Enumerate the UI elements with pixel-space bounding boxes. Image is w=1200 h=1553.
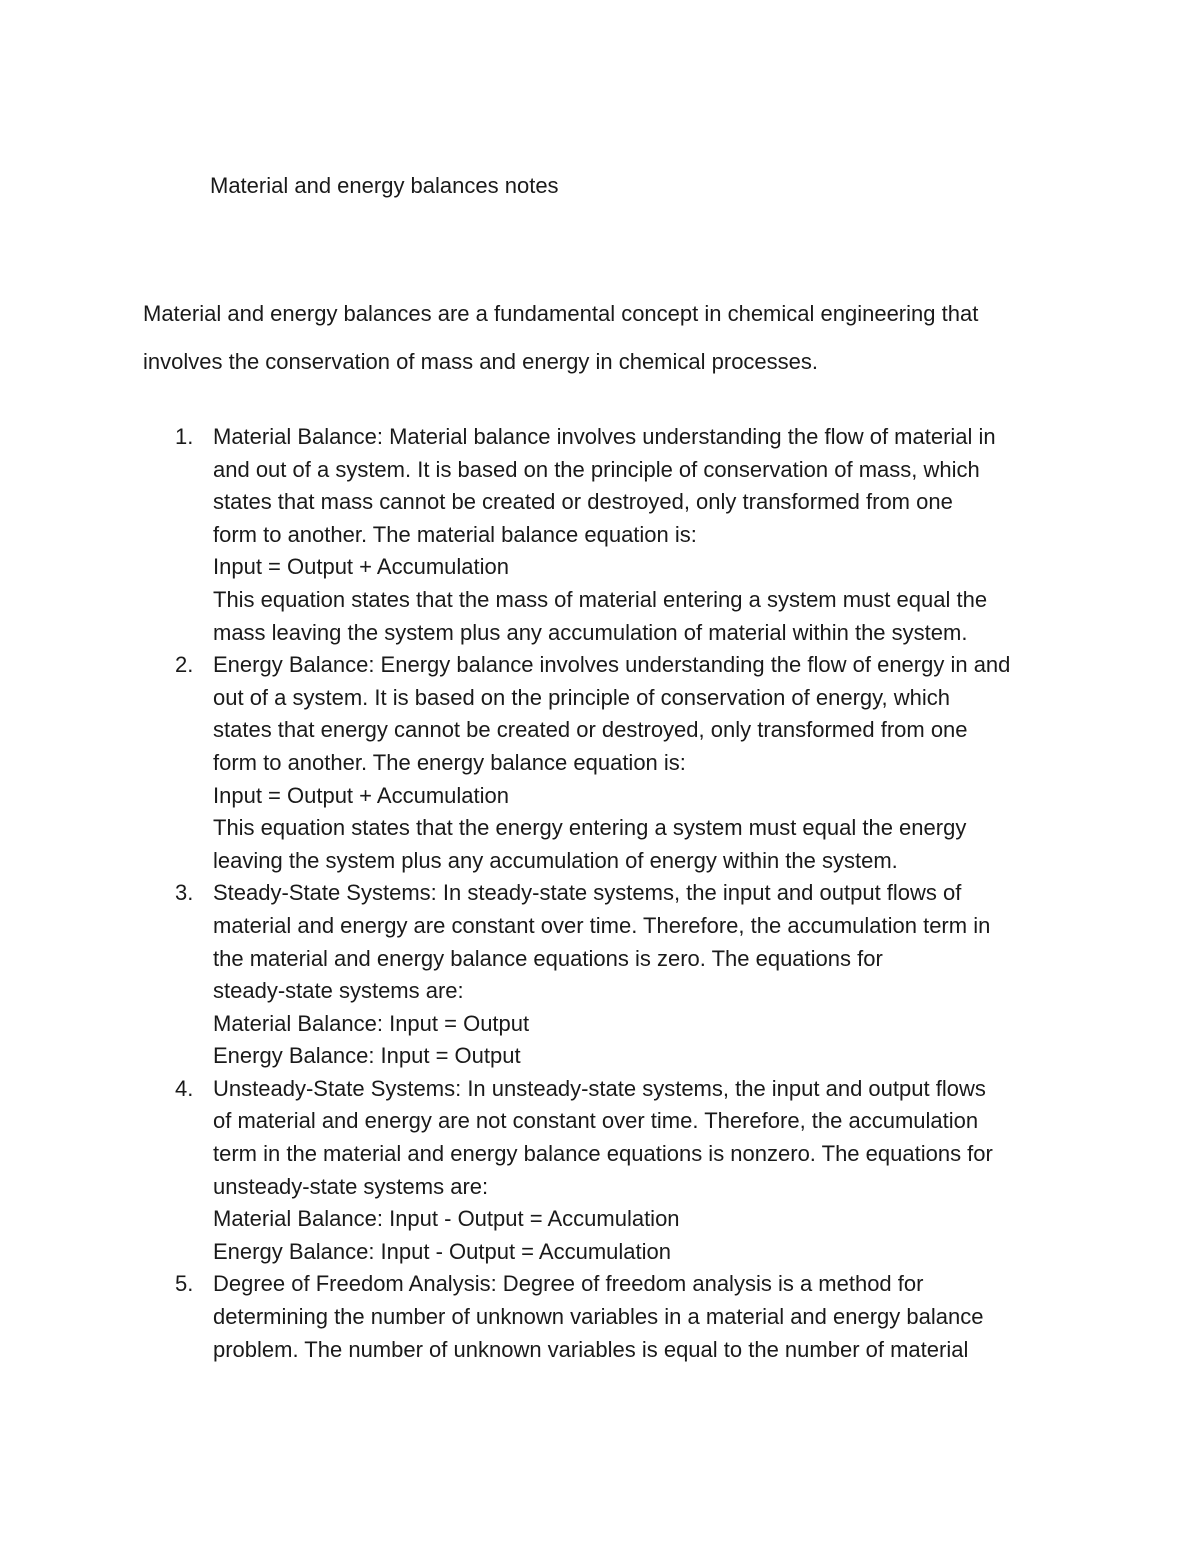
- intro-line: involves the conservation of mass and energy in chemical processes.: [143, 349, 819, 374]
- document-title: Material and energy balances notes: [210, 173, 559, 198]
- list-item-line: form to another. The material balance equation is:: [213, 521, 697, 547]
- list-item-line: Steady-State Systems: In steady-state systems, the input and output flows of: [213, 880, 962, 906]
- list-item-equation: Input = Output + Accumulation: [213, 782, 509, 808]
- list-item-line: This equation states that the energy entering a system must equal the energy: [213, 815, 967, 841]
- list-item-equation: Energy Balance: Input - Output = Accumulation: [213, 1238, 671, 1264]
- list-item-degree-of-freedom: [143, 1268, 1103, 1366]
- list-item-material-balance: [143, 421, 1103, 649]
- numbered-list: [143, 421, 1103, 1366]
- list-item-line: and out of a system. It is based on the principle of conservation of mass, which: [213, 456, 980, 482]
- list-item-line: unsteady-state systems are:: [213, 1173, 489, 1199]
- list-item-equation: Input = Output + Accumulation: [213, 554, 509, 580]
- list-item-number: 5.: [175, 1271, 194, 1297]
- list-item-line: determining the number of unknown variables in a material and energy balance: [213, 1304, 984, 1330]
- list-item-number: 4.: [175, 1075, 194, 1101]
- list-item-line: states that energy cannot be created or destroyed, only transformed from one: [213, 717, 968, 743]
- list-item-line: leaving the system plus any accumulation of energy within the system.: [213, 847, 898, 873]
- intro-line: Material and energy balances are a fundamental concept in chemical engineering that: [143, 301, 979, 326]
- list-item-number: 1.: [175, 424, 194, 449]
- list-item-line: form to another. The energy balance equation is:: [213, 749, 686, 775]
- list-item-line: steady-state systems are:: [213, 978, 464, 1004]
- list-item-line: of material and energy are not constant over time. Therefore, the accumulation: [213, 1108, 979, 1134]
- list-item-equation: Material Balance: Input - Output = Accumulation: [213, 1206, 680, 1232]
- list-item-steady-state: [143, 877, 1103, 1073]
- list-item-line: term in the material and energy balance equations is nonzero. The equations for: [213, 1141, 993, 1167]
- list-item-line: Material Balance: Material balance involves understanding the flow of material in: [213, 424, 996, 449]
- list-item-line: out of a system. It is based on the principle of conservation of energy, which: [213, 684, 950, 710]
- list-item-line: the material and energy balance equations is zero. The equations for: [213, 945, 883, 971]
- list-item-line: Unsteady-State Systems: In unsteady-state systems, the input and output flows: [213, 1075, 986, 1101]
- list-item-line: mass leaving the system plus any accumulation of material within the system.: [213, 619, 968, 645]
- list-item-equation: Material Balance: Input = Output: [213, 1010, 530, 1036]
- intro-paragraph: [143, 290, 1103, 386]
- list-item-number: 2.: [175, 652, 194, 678]
- list-item-line: Degree of Freedom Analysis: Degree of freedom analysis is a method for: [213, 1271, 924, 1297]
- list-item-energy-balance: [143, 649, 1103, 877]
- list-item-equation: Energy Balance: Input = Output: [213, 1043, 521, 1069]
- list-item-line: This equation states that the mass of material entering a system must equal the: [213, 586, 988, 612]
- list-item-unsteady-state: [143, 1073, 1103, 1269]
- list-item-line: material and energy are constant over time. Therefore, the accumulation term in: [213, 912, 991, 938]
- list-item-line: states that mass cannot be created or destroyed, only transformed from one: [213, 489, 953, 515]
- list-item-number: 3.: [175, 880, 194, 906]
- list-item-line: Energy Balance: Energy balance involves understanding the flow of energy in and: [213, 652, 1011, 678]
- list-item-line: problem. The number of unknown variables is equal to the number of material: [213, 1336, 969, 1362]
